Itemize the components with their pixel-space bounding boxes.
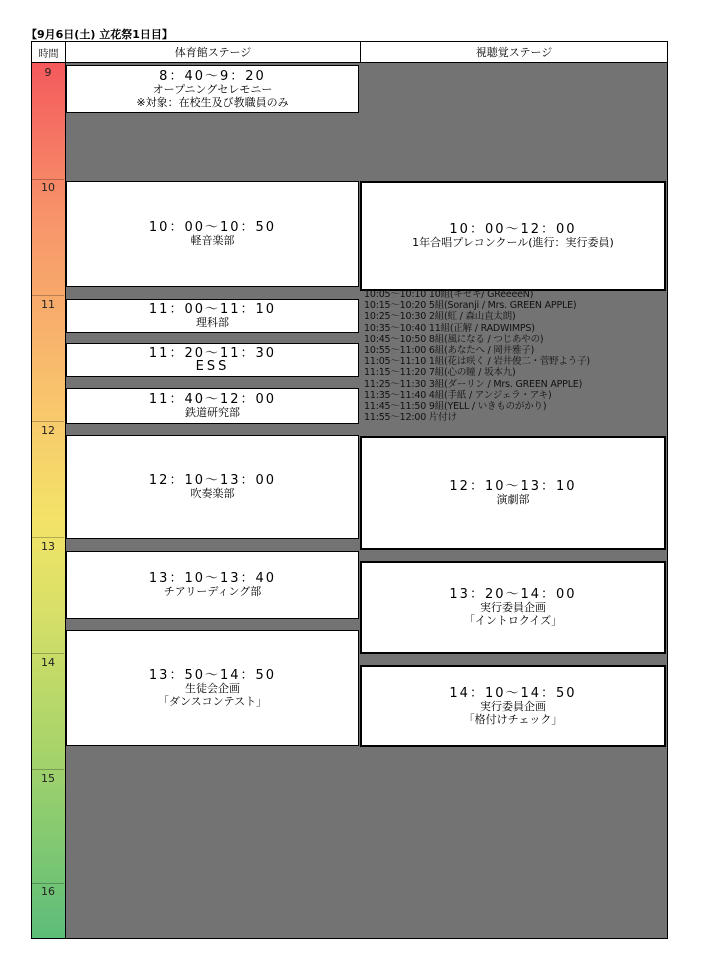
list-item: 11:35〜11:40 4組(手紙 / アンジェラ・アキ)	[364, 389, 552, 401]
event-time: 11：00〜11：10	[148, 302, 277, 317]
hour-divider	[32, 537, 64, 538]
event-science-club	[66, 299, 359, 333]
event-name: 吹奏楽部	[190, 487, 235, 500]
event-subtitle: 「ダンスコンテスト」	[157, 694, 268, 708]
event-name: チアリーディング部	[163, 585, 262, 598]
event-name: 演劇部	[496, 493, 530, 506]
event-railway-club	[66, 388, 359, 424]
hour-label: 10	[41, 181, 55, 194]
event-time: 11：20〜11：30	[148, 346, 277, 361]
list-item: 11:45〜11:50 9組(YELL / いきものがかり)	[364, 401, 547, 413]
page-title: 【9月6日(土) 立花祭1日目】	[26, 28, 173, 41]
event-subtitle: 「格付けチェック」	[463, 712, 563, 726]
event-name: オープニングセレモニー	[152, 82, 273, 96]
list-item: 10:15〜10:20 5組(Soranji / Mrs. GREEN APPLE)	[364, 300, 577, 312]
event-time: 12：10〜13：00	[148, 473, 277, 488]
hour-label: 13	[41, 540, 55, 553]
event-time: 12：10〜13：10	[449, 479, 577, 494]
event-name: 実行委員企画	[480, 699, 546, 713]
av-stage-column	[360, 63, 668, 939]
event-time: 13：20〜14：00	[449, 587, 577, 602]
list-item: 11:25〜11:30 3組(ダーリン / Mrs. GREEN APPLE)	[364, 378, 583, 390]
event-name: ESS	[195, 359, 230, 374]
gym-stage-column	[65, 63, 361, 939]
event-time: 8：40〜9：20	[159, 68, 266, 84]
event-time: 11：40〜12：00	[148, 392, 277, 407]
hour-divider	[32, 421, 64, 422]
event-name: 1年合唱プレコンクール(進行：実行委員)	[412, 236, 614, 249]
event-opening-ceremony	[66, 65, 359, 113]
event-note: ※対象：在校生及び教職員のみ	[136, 95, 289, 109]
hour-label: 16	[41, 885, 55, 898]
event-cheerleading	[66, 551, 359, 619]
event-ranking-check	[360, 665, 666, 747]
event-name: 実行委員企画	[480, 601, 546, 614]
event-chorus-precontest	[360, 181, 666, 291]
event-name: 軽音楽部	[190, 234, 235, 247]
event-light-music	[66, 181, 359, 287]
list-item: 10:25〜10:30 2組(虹 / 森山直太朗)	[364, 311, 516, 323]
event-subtitle: 「イントロクイズ」	[463, 614, 563, 627]
hour-label: 9	[44, 66, 52, 79]
event-time: 10：00〜10：50	[148, 220, 277, 235]
hour-divider	[32, 883, 64, 884]
hour-label: 11	[41, 298, 55, 311]
list-item: 11:05〜11:10 1組(花は咲く / 岩井俊二・菅野よう子)	[364, 356, 590, 368]
list-item: 10:45〜10:50 8組(風になる / つじあやの)	[364, 333, 544, 345]
hour-divider	[32, 179, 64, 180]
hour-label: 15	[41, 772, 55, 785]
list-item: 11:15〜11:20 7組(心の瞳 / 坂本九)	[364, 367, 516, 379]
hour-divider	[32, 295, 64, 296]
event-name: 理科部	[196, 316, 229, 329]
event-brass-band	[66, 435, 359, 539]
event-time: 10：00〜12：00	[449, 222, 577, 237]
hour-divider	[32, 769, 64, 770]
event-intro-quiz	[360, 561, 666, 654]
header-av-stage: 視聴覚ステージ	[360, 41, 668, 63]
list-item: 10:55〜11:00 6組(あなたへ / 岡井雅子)	[364, 345, 535, 357]
hour-label: 12	[41, 424, 55, 437]
event-dance-contest	[66, 630, 359, 746]
hour-divider	[32, 653, 64, 654]
chorus-schedule-list	[364, 289, 664, 423]
event-ess	[66, 343, 359, 377]
event-name: 生徒会企画	[185, 681, 240, 695]
event-time: 14：10〜14：50	[449, 685, 577, 701]
list-item: 10:35〜10:40 11組(正解 / RADWIMPS)	[364, 322, 535, 334]
header-gym-stage: 体育館ステージ	[65, 41, 361, 63]
event-drama-club	[360, 436, 666, 550]
time-column	[31, 63, 66, 939]
header-time: 時間	[31, 41, 66, 63]
hour-label: 14	[41, 656, 55, 669]
event-time: 13：50〜14：50	[148, 667, 277, 683]
list-item: 10:05〜10:10 10組(キセキ/ GReeeeN)	[364, 289, 534, 300]
list-item: 11:55〜12:00 片付け	[364, 412, 457, 424]
event-time: 13：10〜13：40	[148, 571, 277, 586]
event-name: 鉄道研究部	[185, 406, 240, 419]
